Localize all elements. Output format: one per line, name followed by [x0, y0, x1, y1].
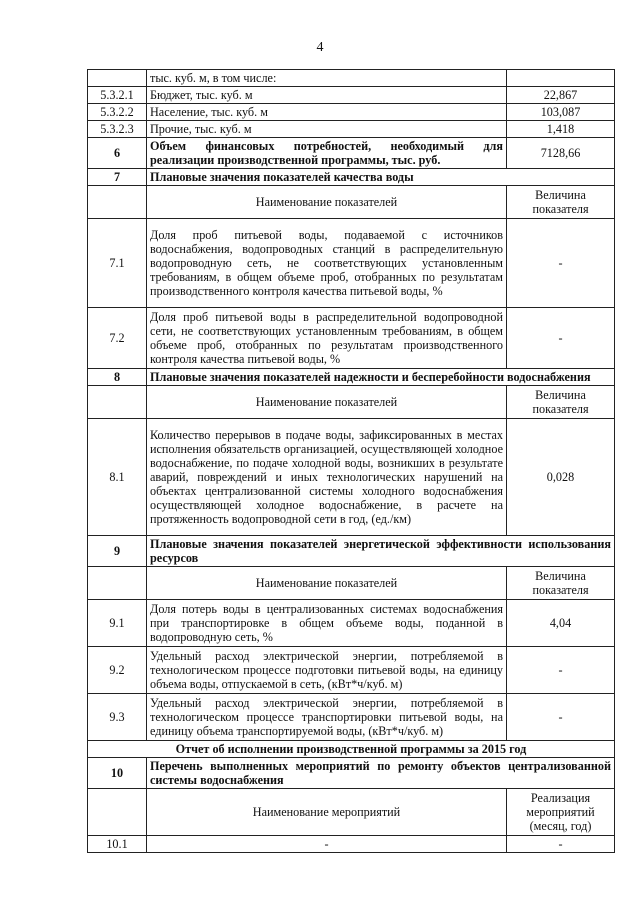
row-text: Удельный расход электрической энергии, потребляемой в технологическом процессе подготовки питьевой воды, на единицу объема воды, отпускаемой в сеть, (кВт*ч/куб. м) — [147, 647, 507, 694]
table-row — [88, 308, 615, 369]
program-table — [87, 69, 615, 853]
row-value: 103,087 — [507, 104, 615, 121]
row-number — [88, 70, 147, 87]
row-text: Количество перерывов в подаче воды, зафиксированных в местах исполнения обязательств организацией, осуществляющей холодное водоснабжение, по подаче холодной воды, возникших в результате аварий, повреждений и иных технологических нарушений на объектах централизованной системы холодного водоснабжения осуществляющей холодное водоснабжение, в расчете на протяженность водопроводной сети в год, (ед./км) — [147, 419, 507, 536]
row-value: - — [507, 694, 615, 741]
value-header: Величина показателя — [507, 186, 615, 219]
empty-cell — [88, 386, 147, 419]
row-number: 5.3.2.3 — [88, 121, 147, 138]
value-header: Величина показателя — [507, 567, 615, 600]
section-header-row — [88, 169, 615, 186]
value-header: Реализация мероприятий (месяц, год) — [507, 789, 615, 836]
row-text: Доля потерь воды в централизованных системах водоснабжения при транспортировке в общем объеме воды, поданной в водопроводную сеть, % — [147, 600, 507, 647]
section-header-row — [88, 369, 615, 386]
row-value: - — [507, 308, 615, 369]
column-header-row — [88, 567, 615, 600]
row-text: Доля проб питьевой воды, подаваемой с источников водоснабжения, водопроводных станций в распределительную водопроводную сеть, не соответствующих установленным требованиям, в общем объеме проб, отобранных по результатам производственного контроля качества питьевой воды, % — [147, 219, 507, 308]
row-number: 10.1 — [88, 836, 147, 853]
row-value — [507, 70, 615, 87]
section-number: 9 — [88, 536, 147, 567]
row-text: Удельный расход электрической энергии, потребляемой в технологическом процессе транспортировки питьевой воды, на единицу объема транспортируемой воды, (кВт*ч/куб. м) — [147, 694, 507, 741]
empty-cell — [88, 186, 147, 219]
row-number: 5.3.2.2 — [88, 104, 147, 121]
table-row — [88, 600, 615, 647]
section-number: 10 — [88, 758, 147, 789]
row-number: 9.1 — [88, 600, 147, 647]
section-title: Плановые значения показателей энергетической эффективности использования ресурсов — [147, 536, 615, 567]
table-row — [88, 87, 615, 104]
value-header: Величина показателя — [507, 386, 615, 419]
section-number: 7 — [88, 169, 147, 186]
row-value: - — [507, 647, 615, 694]
table-row — [88, 121, 615, 138]
row-value: 4,04 — [507, 600, 615, 647]
table-row — [88, 219, 615, 308]
report-title-row — [88, 741, 615, 758]
section-title: Плановые значения показателей надежности и бесперебойности водоснабжения — [147, 369, 615, 386]
section-number: 6 — [88, 138, 147, 169]
row-value: 22,867 — [507, 87, 615, 104]
row-value: 1,418 — [507, 121, 615, 138]
row-number: 5.3.2.1 — [88, 87, 147, 104]
row-value: - — [507, 836, 615, 853]
empty-cell — [88, 789, 147, 836]
page-number: 4 — [316, 40, 324, 55]
row-text: Бюджет, тыс. куб. м — [147, 87, 507, 104]
row-number: 8.1 — [88, 419, 147, 536]
table-row — [88, 419, 615, 536]
row-text: Доля проб питьевой воды в распределительной водопроводной сети, не соответствующих установленным требованиям, в общем объеме проб, отобранных по результатам производственного контроля качества питьевой воды, % — [147, 308, 507, 369]
row-text: Население, тыс. куб. м — [147, 104, 507, 121]
name-header: Наименование мероприятий — [147, 789, 507, 836]
row-text: - — [147, 836, 507, 853]
name-header: Наименование показателей — [147, 386, 507, 419]
column-header-row — [88, 386, 615, 419]
empty-cell — [88, 567, 147, 600]
row-number: 7.1 — [88, 219, 147, 308]
row-number: 9.2 — [88, 647, 147, 694]
name-header: Наименование показателей — [147, 186, 507, 219]
section-title: Плановые значения показателей качества воды — [147, 169, 615, 186]
row-text: тыс. куб. м, в том числе: — [147, 70, 507, 87]
table-row — [88, 647, 615, 694]
section-title: Перечень выполненных мероприятий по ремонту объектов централизованной системы водоснабжения — [147, 758, 615, 789]
row-value: 0,028 — [507, 419, 615, 536]
column-header-row — [88, 186, 615, 219]
table-row — [88, 138, 615, 169]
table-row — [88, 836, 615, 853]
row-value: 7128,66 — [507, 138, 615, 169]
table-row — [88, 70, 615, 87]
name-header: Наименование показателей — [147, 567, 507, 600]
row-number: 9.3 — [88, 694, 147, 741]
section-number: 8 — [88, 369, 147, 386]
section-title: Объем финансовых потребностей, необходимый для реализации производственной программы, тыс. руб. — [147, 138, 507, 169]
table-row — [88, 104, 615, 121]
row-number: 7.2 — [88, 308, 147, 369]
column-header-row — [88, 789, 615, 836]
row-value: - — [507, 219, 615, 308]
table-row — [88, 694, 615, 741]
row-text: Прочие, тыс. куб. м — [147, 121, 507, 138]
report-title: Отчет об исполнении производственной программы за 2015 год — [88, 741, 615, 758]
section-header-row — [88, 536, 615, 567]
section-header-row — [88, 758, 615, 789]
